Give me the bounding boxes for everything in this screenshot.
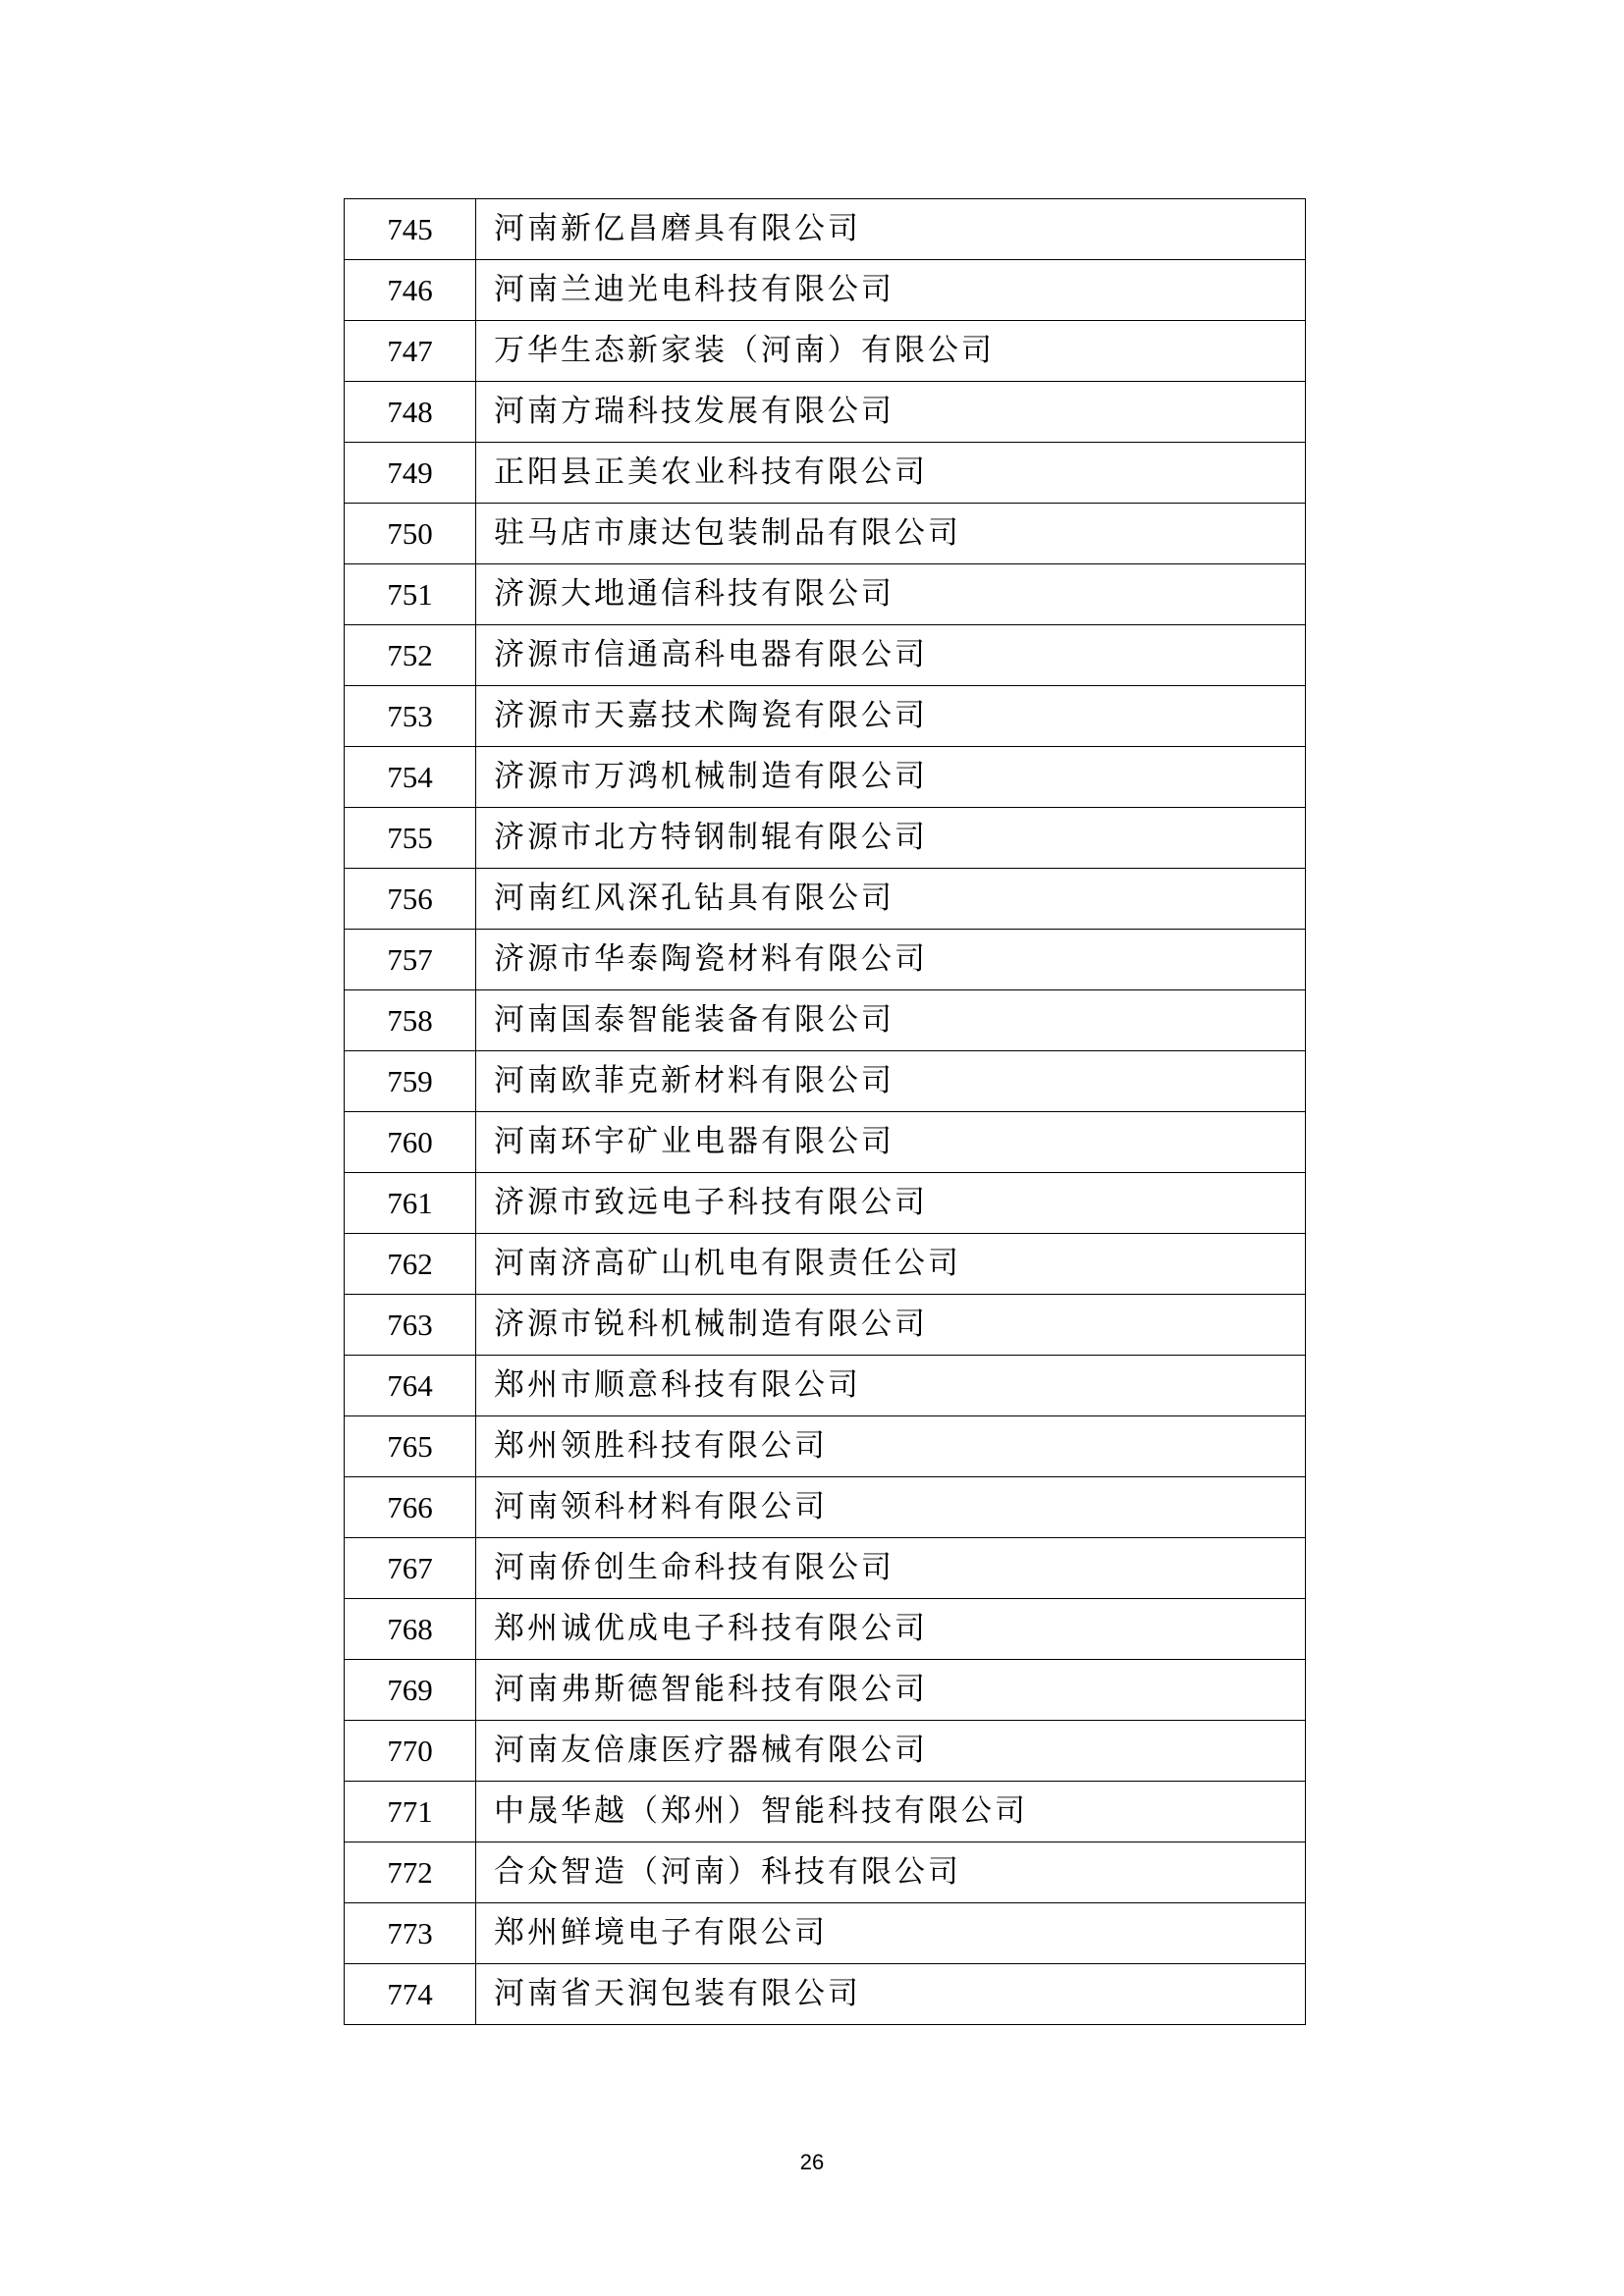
row-number-cell: 755	[345, 808, 476, 869]
company-name-cell: 河南兰迪光电科技有限公司	[476, 260, 1306, 321]
company-name-cell: 济源市北方特钢制辊有限公司	[476, 808, 1306, 869]
table-row	[345, 990, 1306, 1051]
row-number-cell: 762	[345, 1234, 476, 1295]
company-name-cell: 河南新亿昌磨具有限公司	[476, 199, 1306, 260]
company-name-cell: 河南省天润包装有限公司	[476, 1964, 1306, 2025]
row-number-cell: 764	[345, 1356, 476, 1416]
company-name-cell: 济源市万鸿机械制造有限公司	[476, 747, 1306, 808]
company-name-cell: 正阳县正美农业科技有限公司	[476, 443, 1306, 504]
row-number-cell: 760	[345, 1112, 476, 1173]
company-name-cell: 济源大地通信科技有限公司	[476, 564, 1306, 625]
table-row	[345, 199, 1306, 260]
company-name-cell: 济源市华泰陶瓷材料有限公司	[476, 930, 1306, 990]
table-row	[345, 686, 1306, 747]
company-name-cell: 合众智造（河南）科技有限公司	[476, 1842, 1306, 1903]
row-number-cell: 771	[345, 1782, 476, 1842]
row-number-cell: 759	[345, 1051, 476, 1112]
company-list-table	[344, 198, 1306, 2025]
row-number-cell: 763	[345, 1295, 476, 1356]
table-row	[345, 930, 1306, 990]
row-number-cell: 772	[345, 1842, 476, 1903]
company-name-cell: 中晟华越（郑州）智能科技有限公司	[476, 1782, 1306, 1842]
row-number-cell: 757	[345, 930, 476, 990]
row-number-cell: 761	[345, 1173, 476, 1234]
company-name-cell: 河南欧菲克新材料有限公司	[476, 1051, 1306, 1112]
table-row	[345, 747, 1306, 808]
table-row	[345, 1416, 1306, 1477]
row-number-cell: 751	[345, 564, 476, 625]
table-row	[345, 504, 1306, 564]
company-name-cell: 河南侨创生命科技有限公司	[476, 1538, 1306, 1599]
row-number-cell: 748	[345, 382, 476, 443]
table-row	[345, 1538, 1306, 1599]
table-row	[345, 1356, 1306, 1416]
row-number-cell: 765	[345, 1416, 476, 1477]
page-number: 26	[799, 2150, 825, 2174]
row-number-cell: 745	[345, 199, 476, 260]
table-row	[345, 1173, 1306, 1234]
row-number-cell: 746	[345, 260, 476, 321]
table-row	[345, 1782, 1306, 1842]
company-name-cell: 济源市天嘉技术陶瓷有限公司	[476, 686, 1306, 747]
company-name-cell: 郑州诚优成电子科技有限公司	[476, 1599, 1306, 1660]
company-name-cell: 河南国泰智能装备有限公司	[476, 990, 1306, 1051]
table-row	[345, 1295, 1306, 1356]
table-row	[345, 1660, 1306, 1721]
table-row	[345, 382, 1306, 443]
company-name-cell: 济源市致远电子科技有限公司	[476, 1173, 1306, 1234]
company-name-cell: 郑州领胜科技有限公司	[476, 1416, 1306, 1477]
row-number-cell: 752	[345, 625, 476, 686]
table-row	[345, 443, 1306, 504]
table-row	[345, 1842, 1306, 1903]
table-row	[345, 1051, 1306, 1112]
company-name-cell: 济源市锐科机械制造有限公司	[476, 1295, 1306, 1356]
company-name-cell: 郑州市顺意科技有限公司	[476, 1356, 1306, 1416]
table-row	[345, 1721, 1306, 1782]
row-number-cell: 756	[345, 869, 476, 930]
table-row	[345, 808, 1306, 869]
company-name-cell: 河南友倍康医疗器械有限公司	[476, 1721, 1306, 1782]
row-number-cell: 770	[345, 1721, 476, 1782]
table-row	[345, 564, 1306, 625]
company-name-cell: 河南领科材料有限公司	[476, 1477, 1306, 1538]
company-name-cell: 河南环宇矿业电器有限公司	[476, 1112, 1306, 1173]
table-row	[345, 625, 1306, 686]
table-row	[345, 1477, 1306, 1538]
row-number-cell: 747	[345, 321, 476, 382]
row-number-cell: 773	[345, 1903, 476, 1964]
row-number-cell: 758	[345, 990, 476, 1051]
row-number-cell: 753	[345, 686, 476, 747]
table-row	[345, 1903, 1306, 1964]
row-number-cell: 768	[345, 1599, 476, 1660]
company-name-cell: 万华生态新家装（河南）有限公司	[476, 321, 1306, 382]
company-list-body	[345, 199, 1306, 2025]
row-number-cell: 767	[345, 1538, 476, 1599]
table-row	[345, 1599, 1306, 1660]
table-row	[345, 1234, 1306, 1295]
table-row	[345, 260, 1306, 321]
row-number-cell: 769	[345, 1660, 476, 1721]
row-number-cell: 754	[345, 747, 476, 808]
company-name-cell: 河南弗斯德智能科技有限公司	[476, 1660, 1306, 1721]
table-row	[345, 321, 1306, 382]
row-number-cell: 766	[345, 1477, 476, 1538]
company-name-cell: 河南济高矿山机电有限责任公司	[476, 1234, 1306, 1295]
company-name-cell: 济源市信通高科电器有限公司	[476, 625, 1306, 686]
table-row	[345, 1964, 1306, 2025]
row-number-cell: 750	[345, 504, 476, 564]
company-name-cell: 郑州鲜境电子有限公司	[476, 1903, 1306, 1964]
company-name-cell: 河南红风深孔钻具有限公司	[476, 869, 1306, 930]
company-name-cell: 河南方瑞科技发展有限公司	[476, 382, 1306, 443]
table-row	[345, 1112, 1306, 1173]
table-row	[345, 869, 1306, 930]
company-name-cell: 驻马店市康达包装制品有限公司	[476, 504, 1306, 564]
row-number-cell: 749	[345, 443, 476, 504]
row-number-cell: 774	[345, 1964, 476, 2025]
